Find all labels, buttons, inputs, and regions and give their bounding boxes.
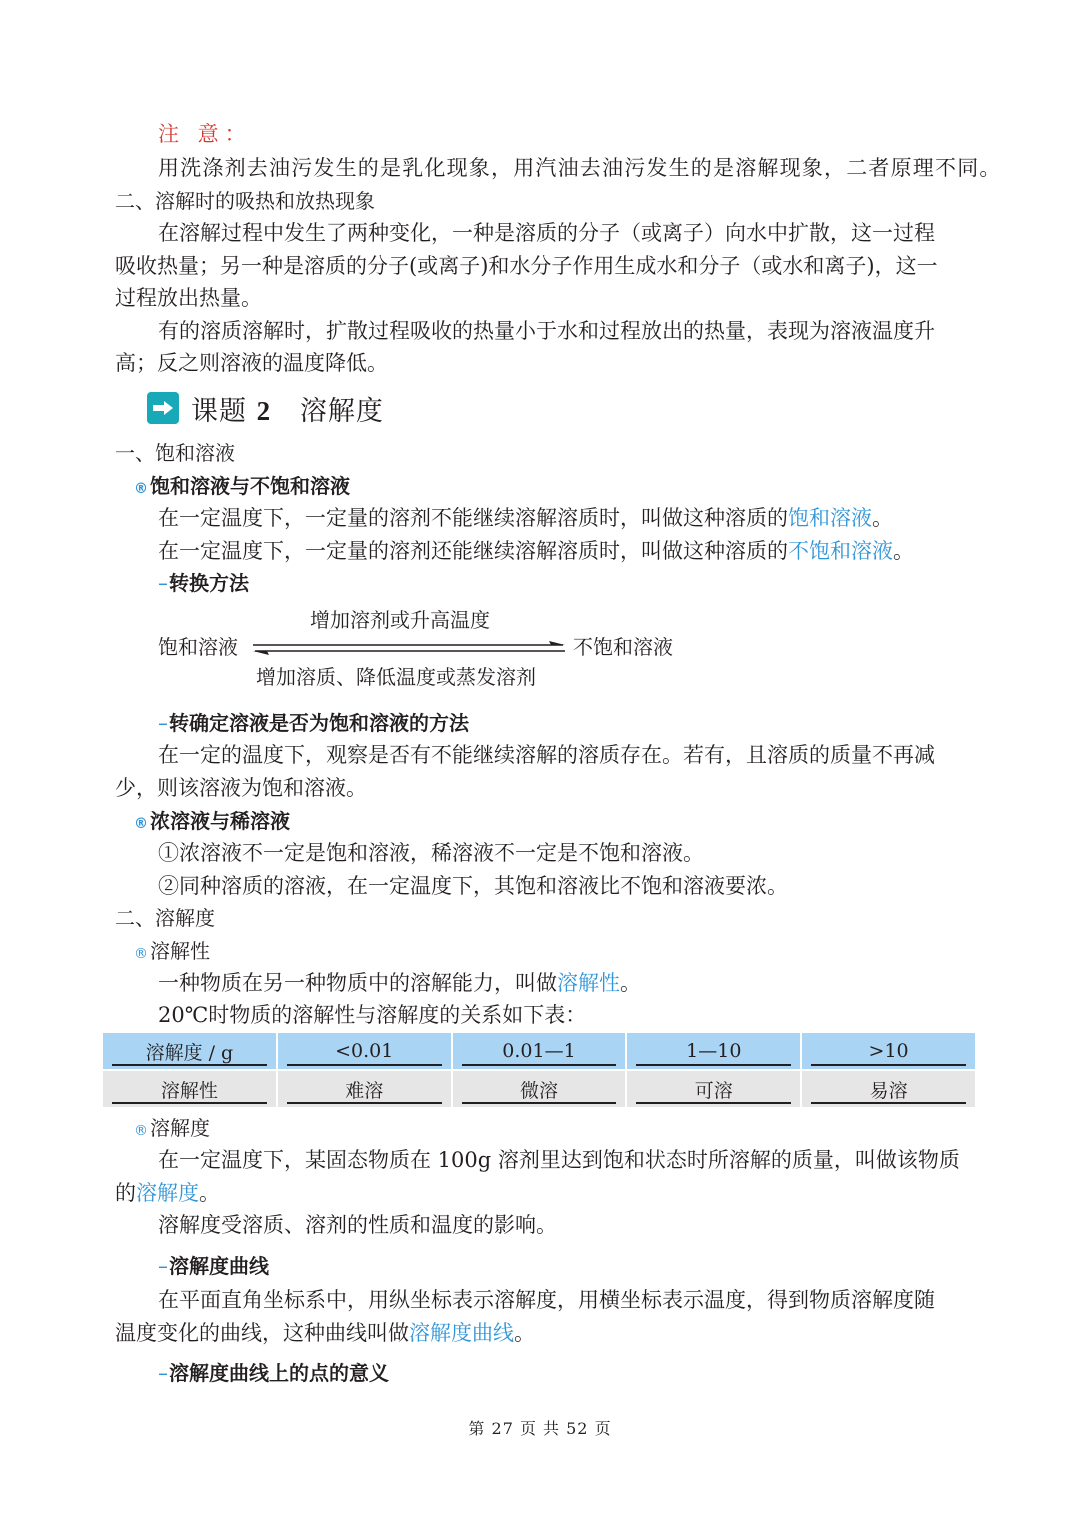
- subheading: –溶解度曲线: [158, 1254, 269, 1278]
- paragraph-line: 在一定温度下，一定量的溶剂还能继续溶解溶质时，叫做这种溶质的不饱和溶液。: [158, 539, 914, 563]
- table-cell: 溶解性: [103, 1071, 276, 1107]
- term-solubility-property: 溶解性: [557, 971, 620, 995]
- table-header-cell: 0.01—1: [451, 1033, 626, 1069]
- table-header-cell: >10: [800, 1033, 975, 1069]
- conversion-bottom-label: 增加溶质、降低温度或蒸发溶剂: [256, 665, 536, 689]
- conversion-top-label: 增加溶剂或升高温度: [310, 608, 490, 632]
- topic-title: [147, 388, 384, 428]
- paragraph-line: ①浓溶液不一定是饱和溶液，稀溶液不一定是不饱和溶液。: [158, 841, 704, 865]
- paragraph-line: 在平面直角坐标系中，用纵坐标表示溶解度，用横坐标表示温度，得到物质溶解度随: [158, 1288, 935, 1312]
- topic-heading: 课题 2 溶解度: [191, 395, 384, 427]
- table-row: [103, 1071, 975, 1107]
- paragraph-line: 在一定温度下，一定量的溶剂不能继续溶解溶质时，叫做这种溶质的饱和溶液。: [158, 506, 893, 530]
- table-cell: 微溶: [451, 1071, 626, 1107]
- registered-icon: ®: [134, 481, 148, 497]
- table-header-cell: 1—10: [625, 1033, 800, 1069]
- paragraph-line: 的溶解度。: [115, 1181, 220, 1205]
- section-heat-heading: 二、溶解时的吸热和放热现象: [115, 189, 375, 213]
- paragraph-line: 少，则该溶液为饱和溶液。: [115, 776, 367, 800]
- subheading: ® 饱和溶液与不饱和溶液: [134, 474, 350, 498]
- term-solubility: 溶解度: [136, 1181, 199, 1205]
- registered-icon: ®: [134, 1123, 148, 1139]
- subheading: –转确定溶液是否为饱和溶液的方法: [158, 711, 469, 735]
- paragraph-line: ②同种溶质的溶液，在一定温度下，其饱和溶液比不饱和溶液要浓。: [158, 874, 788, 898]
- paragraph-line: 一种物质在另一种物质中的溶解能力，叫做溶解性。: [158, 971, 641, 995]
- paragraph-line: 吸收热量；另一种是溶质的分子(或离子)和水分子作用生成水和分子（或水和离子)，这一: [115, 254, 938, 278]
- paragraph-line: 温度变化的曲线，这种曲线叫做溶解度曲线。: [115, 1321, 535, 1345]
- conversion-arrows: [251, 640, 567, 656]
- paragraph-line: 在一定温度下，某固态物质在 100g 溶剂里达到饱和状态时所溶解的质量，叫做该物质: [158, 1148, 960, 1172]
- table-header-cell: 溶解度 / g: [103, 1033, 276, 1069]
- paragraph-line: 在一定的温度下，观察是否有不能继续溶解的溶质存在。若有，且溶质的质量不再减: [158, 743, 935, 767]
- registered-icon: ®: [134, 816, 148, 832]
- paragraph-line: 溶解度受溶质、溶剂的性质和温度的影响。: [158, 1213, 557, 1237]
- subheading: ® 溶解度: [134, 1116, 210, 1140]
- subheading: –转换方法: [158, 571, 249, 595]
- arrow-right-icon: [147, 392, 179, 424]
- conversion-right-label: 不饱和溶液: [573, 635, 673, 659]
- paragraph-line: 有的溶质溶解时，扩散过程吸收的热量小于水和过程放出的热量，表现为溶液温度升: [158, 319, 935, 343]
- term-unsaturated: 不饱和溶液: [788, 539, 893, 563]
- paragraph-line: 在溶解过程中发生了两种变化，一种是溶质的分子（或离子）向水中扩散，这一过程: [158, 221, 935, 245]
- solubility-table: [103, 1033, 975, 1107]
- page-number: 第 27 页 共 52 页: [468, 1419, 612, 1438]
- note-heading: 注 意：: [158, 122, 252, 146]
- paragraph-line: 20℃时物质的溶解性与溶解度的关系如下表：: [158, 1003, 587, 1027]
- table-cell: 易溶: [800, 1071, 975, 1107]
- subheading: ® 溶解性: [134, 939, 210, 963]
- section-saturated-heading: 一、饱和溶液: [115, 441, 235, 465]
- section-solubility-heading: 二、溶解度: [115, 906, 215, 930]
- term-saturated: 饱和溶液: [788, 506, 872, 530]
- table-cell: 可溶: [625, 1071, 800, 1107]
- subheading: –溶解度曲线上的点的意义: [158, 1361, 389, 1385]
- registered-icon: ®: [134, 946, 148, 962]
- paragraph-line: 高；反之则溶液的温度降低。: [115, 351, 388, 375]
- table-header-row: [103, 1033, 975, 1069]
- conversion-left-label: 饱和溶液: [158, 635, 238, 659]
- table-cell: 难溶: [276, 1071, 451, 1107]
- subheading: ® 浓溶液与稀溶液: [134, 809, 290, 833]
- table-header-cell: <0.01: [276, 1033, 451, 1069]
- paragraph-line: 过程放出热量。: [115, 286, 262, 310]
- term-solubility-curve: 溶解度曲线: [409, 1321, 514, 1345]
- note-body: 用洗涤剂去油污发生的是乳化现象，用汽油去油污发生的是溶解现象，二者原理不同。: [158, 156, 1002, 180]
